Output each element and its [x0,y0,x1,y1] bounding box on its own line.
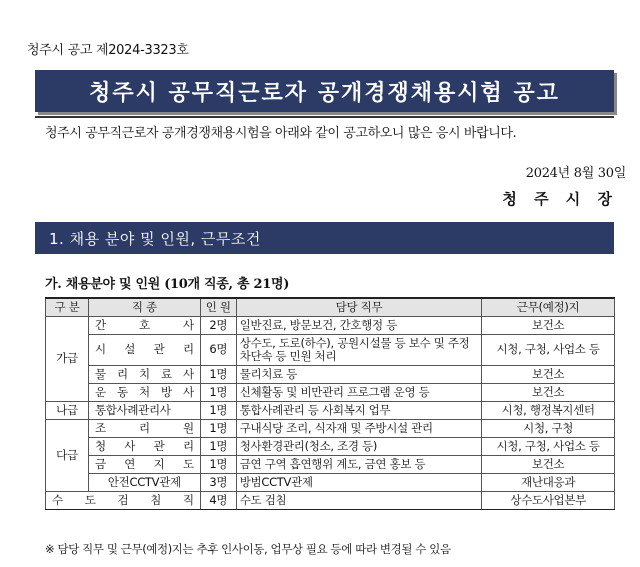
location-cell: 상수도사업본부 [482,491,615,509]
duty-cell: 구내식당 조리, 식자재 및 주방시설 관리 [236,419,482,437]
job-cell: 통합사례관리사 [88,401,200,419]
location-cell: 보건소 [482,365,615,383]
location-cell: 재난대응과 [482,473,615,491]
count-cell: 6명 [200,334,236,365]
location-cell: 시청, 구청 [482,419,615,437]
table-header-row [46,298,615,316]
count-cell: 1명 [200,383,236,401]
job-cell: 안전CCTV관제 [88,473,200,491]
table-row [46,491,615,509]
duty-cell: 방범CCTV관제 [236,473,482,491]
notice-number: 청주시 공고 제2024-3323호 [27,43,189,58]
count-cell: 1명 [200,365,236,383]
intro-text: 청주시 공무직근로자 공개경쟁채용시험을 아래와 같이 공고하오니 많은 응시 바랍니다. [45,126,517,141]
header-job: 직 종 [88,298,200,316]
job-cell: 물 리 치 료 사 [88,365,200,383]
job-cell: 운 동 처 방 사 [88,383,200,401]
notice-date: 2024년 8월 30일 [525,166,626,181]
location-cell: 보건소 [482,316,615,334]
job-cell: 시 설 관 리 [88,334,200,365]
duty-cell: 수도 검침 [236,491,482,509]
table-row [46,437,615,455]
group-cell: 가급 [46,316,89,401]
duty-cell: 신체활동 및 비만관리 프로그램 운영 등 [236,383,482,401]
job-cell: 수 도 검 침 직 [46,491,201,509]
duty-cell: 일반진료, 방문보건, 간호행정 등 [236,316,482,334]
count-cell: 1명 [200,419,236,437]
duty-cell: 금연 구역 흡연행위 계도, 금연 홍보 등 [236,455,482,473]
location-cell: 보건소 [482,455,615,473]
table-row [46,401,615,419]
page-title: 청주시 공무직근로자 공개경쟁채용시험 공고 [35,70,614,112]
job-cell: 조 리 원 [88,419,200,437]
subsection-a-heading: 가. 채용분야 및 인원 (10개 직종, 총 21명) [45,277,290,292]
location-cell: 시청, 구청, 사업소 등 [482,334,615,365]
header-category: 구 분 [46,298,89,316]
group-cell: 나급 [46,401,89,419]
table-row [46,473,615,491]
count-cell: 2명 [200,316,236,334]
location-cell: 보건소 [482,383,615,401]
job-cell: 간 호 사 [88,316,200,334]
footnote: ※ 담당 직무 및 근무(예정)지는 추후 인사이동, 업무상 필요 등에 따라 변경될 수 있음 [45,542,451,556]
group-cell: 다급 [46,419,89,491]
header-location: 근무(예정)지 [482,298,615,316]
count-cell: 1명 [200,401,236,419]
duty-cell: 상수도, 도로(하수), 공원시설물 등 보수 및 주정차단속 등 민원 처리 [236,334,482,365]
table-row [46,334,615,365]
recruitment-table [45,297,615,510]
duty-cell: 물리치료 등 [236,365,482,383]
count-cell: 1명 [200,437,236,455]
location-cell: 시청, 구청, 사업소 등 [482,437,615,455]
table-row [46,455,615,473]
issuer-name: 청 주 시 장 [502,190,618,208]
location-cell: 시청, 행정복지센터 [482,401,615,419]
table-row [46,365,615,383]
count-cell: 4명 [200,491,236,509]
header-duty: 담당 직무 [236,298,482,316]
job-cell: 청 사 관 리 [88,437,200,455]
duty-cell: 통합사례관리 등 사회복지 업무 [236,401,482,419]
count-cell: 3명 [200,473,236,491]
duty-cell: 청사환경관리(청소, 조경 등) [236,437,482,455]
title-divider [35,116,614,118]
table-row [46,419,615,437]
count-cell: 1명 [200,455,236,473]
section-1-heading: 1. 채용 분야 및 인원, 근무조건 [35,222,614,254]
job-cell: 금 연 지 도 [88,455,200,473]
header-count: 인 원 [200,298,236,316]
table-row [46,383,615,401]
table-row [46,316,615,334]
